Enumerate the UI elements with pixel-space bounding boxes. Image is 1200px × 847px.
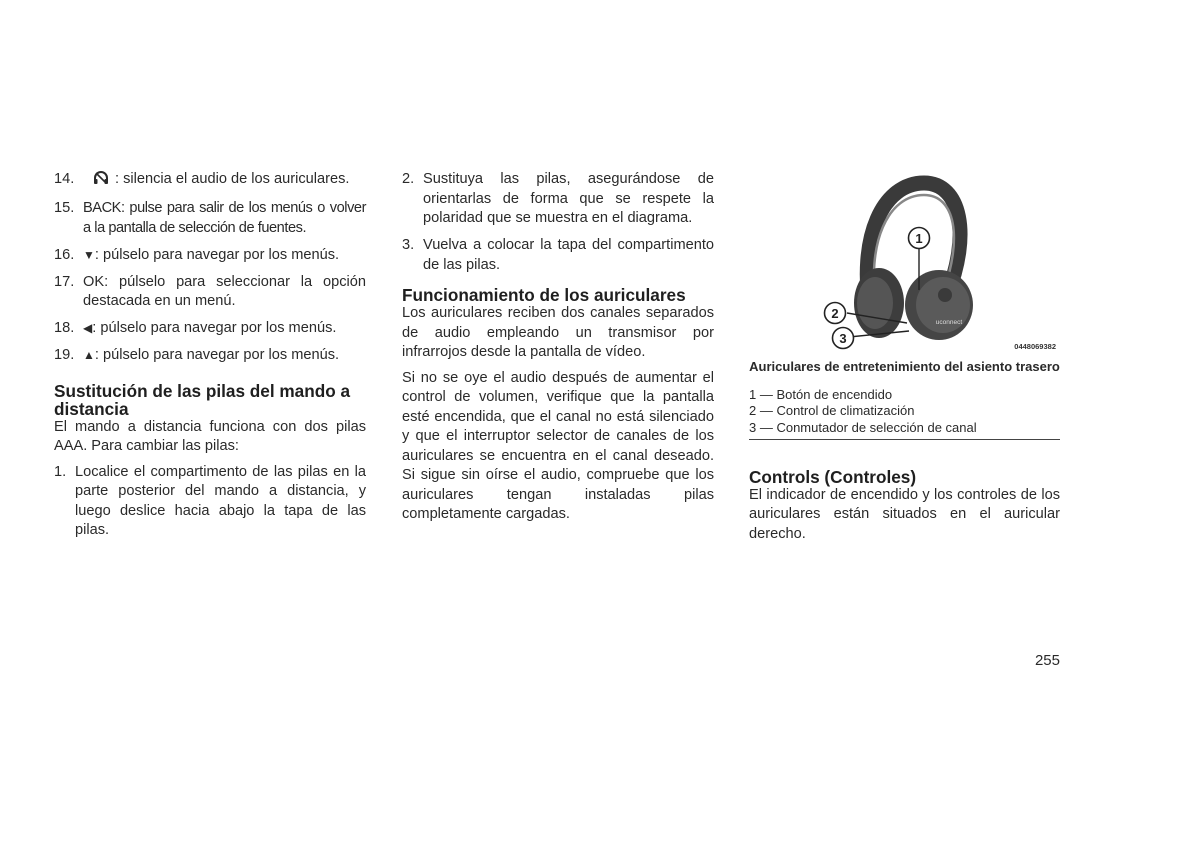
section-heading: Funcionamiento de los auriculares <box>402 285 686 305</box>
divider <box>749 439 1060 440</box>
mute-headphones-icon <box>93 171 109 192</box>
item-number: 16. <box>54 246 75 263</box>
left-column <box>54 170 366 548</box>
item-text: : silencia el audio de los auriculares. <box>115 171 350 187</box>
legend-item: 2 — Control de climatización <box>749 403 915 419</box>
section-heading: Sustitución de las pilas del mando a distancia <box>54 380 351 419</box>
callout-1: 1 <box>915 231 923 246</box>
step-number: 1. <box>54 463 67 480</box>
brand-logo: uconnect <box>935 319 963 326</box>
step-item <box>402 170 714 229</box>
section-paragraph: El mando a distancia funciona con dos pilas AAA. Para cambiar las pilas: <box>54 418 366 454</box>
item-text: OK: púlselo para seleccionar la opción destacada en un menú. <box>83 273 366 309</box>
section-paragraph: El indicador de encendido y los controles de los auriculares están situados en el auricular derecho. <box>749 486 1060 542</box>
step-item <box>54 463 366 541</box>
item-number: 19. <box>54 347 75 363</box>
right-column <box>749 175 1060 544</box>
callout-3: 3 <box>839 331 847 346</box>
down-arrow-icon: ▼ <box>83 247 95 262</box>
middle-column <box>402 170 714 525</box>
headphones-figure <box>749 175 1060 355</box>
item-number: 17. <box>54 273 75 290</box>
list-item <box>54 346 366 366</box>
item-number: 18. <box>54 320 75 336</box>
step-text: Localice el compartimento de las pilas en la parte posterior del mando a distancia, y luego deslice hacia abajo la tapa de las pilas. <box>75 463 366 538</box>
figure-caption: Auriculares de entretenimiento del asiento trasero <box>749 359 1060 374</box>
callout-2: 2 <box>831 306 839 321</box>
item-text: : púlselo para navegar por los menús. <box>92 320 337 336</box>
up-arrow-icon: ▲ <box>83 348 95 362</box>
list-item <box>54 319 366 339</box>
headphones-illustration <box>749 175 1060 355</box>
step-text: Vuelva a colocar la tapa del compartimento de las pilas. <box>423 237 714 273</box>
list-item <box>54 273 366 312</box>
item-text: BACK: pulse para salir de los menús o volver a la pantalla de selección de fuentes. <box>83 200 366 236</box>
legend-item: 3 — Conmutador de selección de canal <box>749 419 977 435</box>
item-text: : púlselo para navegar por los menús. <box>94 347 340 363</box>
figure-legend <box>749 387 1060 436</box>
item-number: 15. <box>54 200 75 216</box>
legend-item: 1 — Botón de encendido <box>749 387 893 402</box>
step-item <box>402 236 714 275</box>
list-item <box>54 170 366 192</box>
item-number: 14. <box>54 171 75 187</box>
left-arrow-icon: ◀ <box>83 321 93 335</box>
list-item <box>54 199 366 238</box>
figure-code: 0448069382 <box>1014 342 1056 351</box>
item-text: : púlselo para navegar por los menús. <box>94 246 340 263</box>
section-paragraph: Si no se oye el audio después de aumentar el control de volumen, verifique que la pantalla esté encendida, que el canal no está silenciado y que el interruptor selector de canales de los auriculares se encuentra en el canal deseado. Si sigue sin oírse el audio, compruebe que los auriculares tengan instaladas pilas completamente cargadas. <box>402 369 714 522</box>
section-heading: Controls (Controles) <box>749 466 917 487</box>
section-paragraph: Los auriculares reciben dos canales separados de audio empleando un transmisor por infrarrojos desde la pantalla de vídeo. <box>402 305 714 360</box>
step-number: 3. <box>402 237 415 253</box>
list-item <box>54 246 366 266</box>
page-number: 255 <box>1034 652 1060 669</box>
step-text: Sustituya las pilas, asegurándose de orientarlas de forma que se respete la polaridad que se muestra en el diagrama. <box>423 171 714 226</box>
step-number: 2. <box>402 171 415 187</box>
